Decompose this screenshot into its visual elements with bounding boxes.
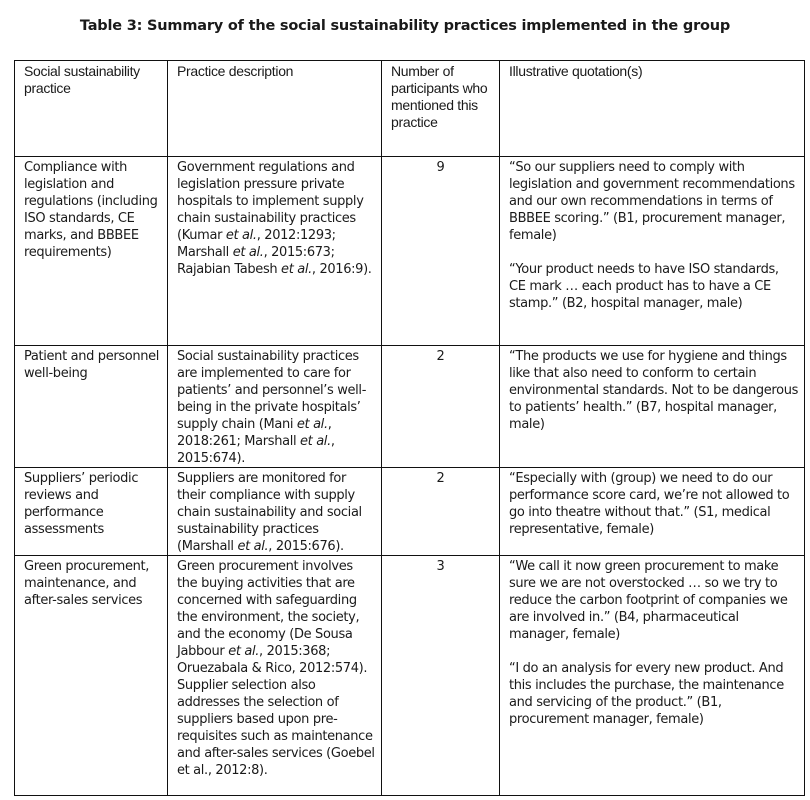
quotation: “I do an analysis for every new product. And this includes the purchase, the maintenance and servicing of the product.” (B1, procurement manager, female) [509,661,784,727]
practice-cell: Suppliers’ periodic reviews and performance assessments [15,468,168,556]
description-text: , 2015:674). [177,434,335,466]
header-description: Practice description [168,61,382,157]
description-text: Government regulations and legislation pressure private hospitals to implement supply chain sustainability practices (Kumar [177,160,364,243]
practice-cell: Compliance with legislation and regulations (including ISO standards, CE marks, and BBBEE requirements) [15,157,168,346]
citation-etal: et al. [228,644,260,659]
description-text: Green procurement involves the buying activities that are concerned with safeguarding the environment, the society, and the economy (De Sousa Jabbour [177,559,360,659]
description-text: , 2015:368; Oruezabala & Rico, 2012:574). Supplier selection also addresses the selection of suppliers based upon pre-requisites such as maintenance and after-sales services (Goebel et al., 2012:8). [177,644,375,778]
header-count: Number of participants who mentioned this practice [382,61,500,157]
quotations-cell [500,346,805,468]
quotation: “So our suppliers need to comply with legislation and government recommendations and our own recommendations in terms of BBBEE scoring.” (B1, procurement manager, female) [509,160,795,243]
description-text: , 2018:261; Marshall [177,417,332,449]
description-text: Social sustainability practices are implemented to care for patients’ and personnel’s well-being in the private hospitals’ supply chain (Mani [177,349,367,432]
description-text: Suppliers are monitored for their compliance with supply chain sustainability and social sustainability practices (Marshall [177,471,362,554]
quotation: “The products we use for hygiene and things like that also need to conform to certain environmental standards. Not to be dangerous to patients’ health.” (B7, hospital manager, male) [509,349,799,432]
description-cell [168,556,382,796]
quotations-cell [500,556,805,796]
description-text: , 2012:1293; Marshall [177,228,336,260]
table-caption: Table 3: Summary of the social sustainability practices implemented in the group [79,18,731,34]
citation-etal: et al. [281,262,312,277]
description-cell [168,346,382,468]
practice-cell: Green procurement, maintenance, and after-sales services [15,556,168,796]
citation-etal: et al. [232,245,264,260]
quotation: “Your product needs to have ISO standards, CE mark … each product has to have a CE stamp.” (B2, hospital manager, male) [509,262,779,311]
citation-etal: et al. [237,539,269,554]
table-row [15,157,805,346]
table-row [15,468,805,556]
practice-cell: Patient and personnel well-being [15,346,168,468]
quotation: “We call it now green procurement to make sure we are not overstocked … so we try to reduce the carbon footprint of companies we are involved in.” (B4, pharmaceutical manager, female) [509,559,788,642]
quotation: “Especially with (group) we need to do our performance score card, we’re not allowed to go into theatre without that.” (S1, medical representative, female) [509,471,790,537]
quotations-cell [500,468,805,556]
quotations-cell [500,157,805,346]
citation-etal: et al. [296,417,328,432]
count-cell: 2 [382,346,500,468]
table-header-row [15,61,805,157]
header-practice: Social sustainability practice [15,61,168,157]
practices-table [14,60,805,796]
table-row [15,346,805,468]
header-quotations: Illustrative quotation(s) [500,61,805,157]
description-text: , 2015:676). [268,539,344,554]
description-cell [168,468,382,556]
description-text: , 2016:9). [311,262,372,277]
table-row [15,556,805,796]
description-cell [168,157,382,346]
citation-etal: et al. [300,434,331,449]
count-cell: 9 [382,157,500,346]
description-text: , 2015:673; Rajabian Tabesh [177,245,335,277]
citation-etal: et al. [225,228,257,243]
count-cell: 2 [382,468,500,556]
count-cell: 3 [382,556,500,796]
